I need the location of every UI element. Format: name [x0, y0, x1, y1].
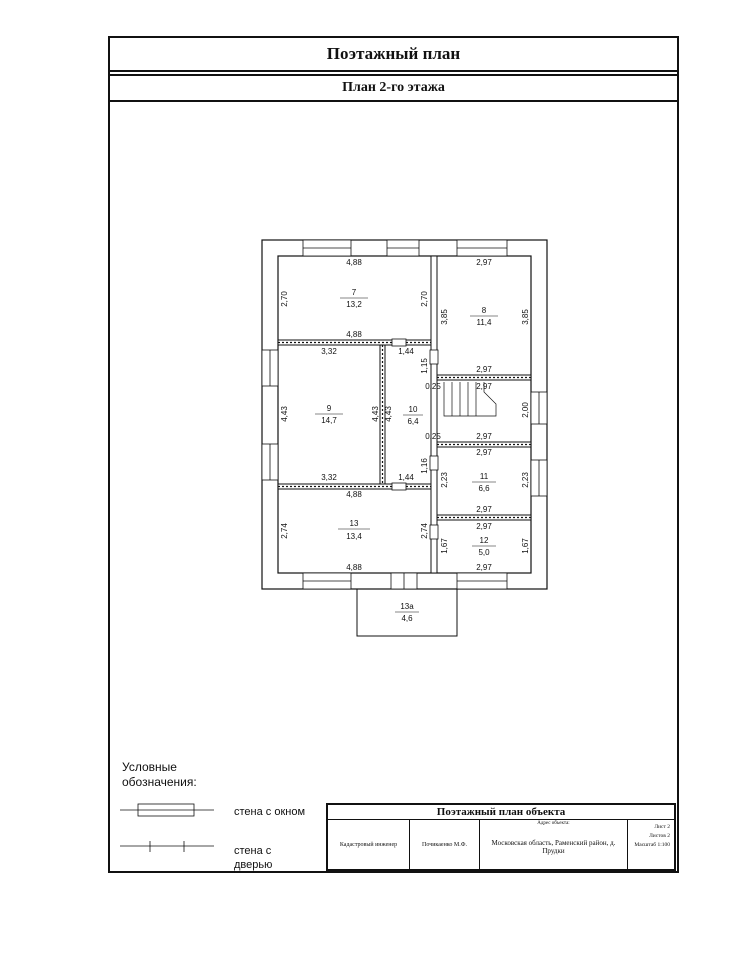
room-10-number: 10	[408, 405, 418, 414]
dim-r10-gap-bottom: 1,16	[420, 458, 429, 474]
legend-door-label: стена с дверью	[234, 845, 273, 871]
title-block-role: Кадастровый инженер	[328, 819, 410, 871]
dim-thin-1: 0,25	[425, 382, 441, 391]
dim-r8-bottom: 2,97	[476, 365, 492, 374]
dim-r12-left: 1,67	[440, 538, 449, 554]
dim-r7-left: 2,70	[280, 291, 289, 307]
floor-title: План 2-го этажа	[108, 74, 679, 102]
room-11-number: 11	[479, 472, 489, 481]
room-8-number: 8	[481, 306, 487, 315]
room-11-area: 6,6	[478, 484, 490, 493]
room-13-area: 13,4	[346, 532, 362, 541]
porch	[357, 589, 457, 636]
dim-stair-bottom: 2,97	[476, 432, 492, 441]
dim-r7-right: 2,70	[420, 291, 429, 307]
dim-r10-top: 1,44	[398, 347, 414, 356]
dim-r9-left: 4,43	[280, 406, 289, 422]
dim-r8-right: 3,85	[521, 309, 530, 325]
room-12-number: 12	[479, 536, 489, 545]
room-8-area: 11,4	[476, 318, 492, 327]
dim-thin-2: 0,25	[425, 432, 441, 441]
dim-r7-bottom: 4,88	[346, 330, 362, 339]
dim-r13-left: 2,74	[280, 523, 289, 539]
dim-r12-bottom: 2,97	[476, 563, 492, 572]
dim-r13-right: 2,74	[420, 523, 429, 539]
address-value: Московская область, Раменский район, д. Прудки	[491, 839, 616, 855]
dim-r11-right: 2,23	[521, 472, 530, 488]
title-block-title: Поэтажный план объекта	[328, 805, 674, 820]
address-label: Адрес объекта:	[537, 821, 570, 826]
dim-r9-bottom: 3,32	[321, 473, 337, 482]
dim-r10-left: 4,43	[384, 406, 393, 422]
sheet-number: Лист 2	[654, 824, 670, 830]
dim-r9-right: 4,43	[371, 406, 380, 422]
legend-window-symbol	[120, 804, 214, 816]
interior-walls	[278, 256, 531, 573]
dim-r11-bottom: 2,97	[476, 505, 492, 514]
dimension-labels-vertical	[280, 291, 530, 554]
windows	[262, 240, 547, 589]
title-block	[326, 803, 676, 871]
room-12-area: 5,0	[478, 548, 490, 557]
room-9-area: 14,7	[321, 416, 337, 425]
dim-r12-right: 1,67	[521, 538, 530, 554]
dim-r13-top: 4,88	[346, 490, 362, 499]
dim-r10-bottom: 1,44	[398, 473, 414, 482]
dim-r9-top: 3,32	[321, 347, 337, 356]
legend-door-symbol	[120, 841, 214, 852]
dim-r7-top: 4,88	[346, 258, 362, 267]
room-10-area: 6,4	[407, 417, 419, 426]
dim-r10-gap-top: 1,15	[420, 358, 429, 374]
room-13-number: 13	[349, 519, 359, 528]
dim-r11-top: 2,97	[476, 448, 492, 457]
legend-window-label: стена с окном	[234, 806, 306, 818]
outer-walls	[262, 240, 547, 589]
wall-hatch	[278, 343, 531, 518]
title-block-name: Почикаенко М.Ф.	[410, 819, 480, 871]
sheet-info	[634, 823, 670, 850]
room-7-number: 7	[351, 288, 357, 297]
dim-stair-right: 2,00	[521, 402, 530, 418]
dim-r8-left: 3,85	[440, 309, 449, 325]
dim-r11-left: 2,23	[440, 472, 449, 488]
dim-r12-top: 2,97	[476, 522, 492, 531]
room-7-area: 13,2	[346, 300, 362, 309]
dim-r8-top: 2,97	[476, 258, 492, 267]
sheet-total: Листов 2	[649, 833, 670, 839]
room-13a-area: 4,6	[401, 614, 413, 623]
legend-title: Условные обозначения:	[122, 760, 197, 789]
room-9-number: 9	[326, 404, 332, 413]
dim-stair-top: 2,97	[476, 382, 492, 391]
room-13a-number: 13а	[400, 602, 414, 611]
sheet-scale: Масштаб 1:100	[634, 842, 670, 848]
title-block-address-cell	[480, 819, 628, 871]
dim-r13-bottom: 4,88	[346, 563, 362, 572]
page-title: Поэтажный план	[108, 36, 679, 72]
